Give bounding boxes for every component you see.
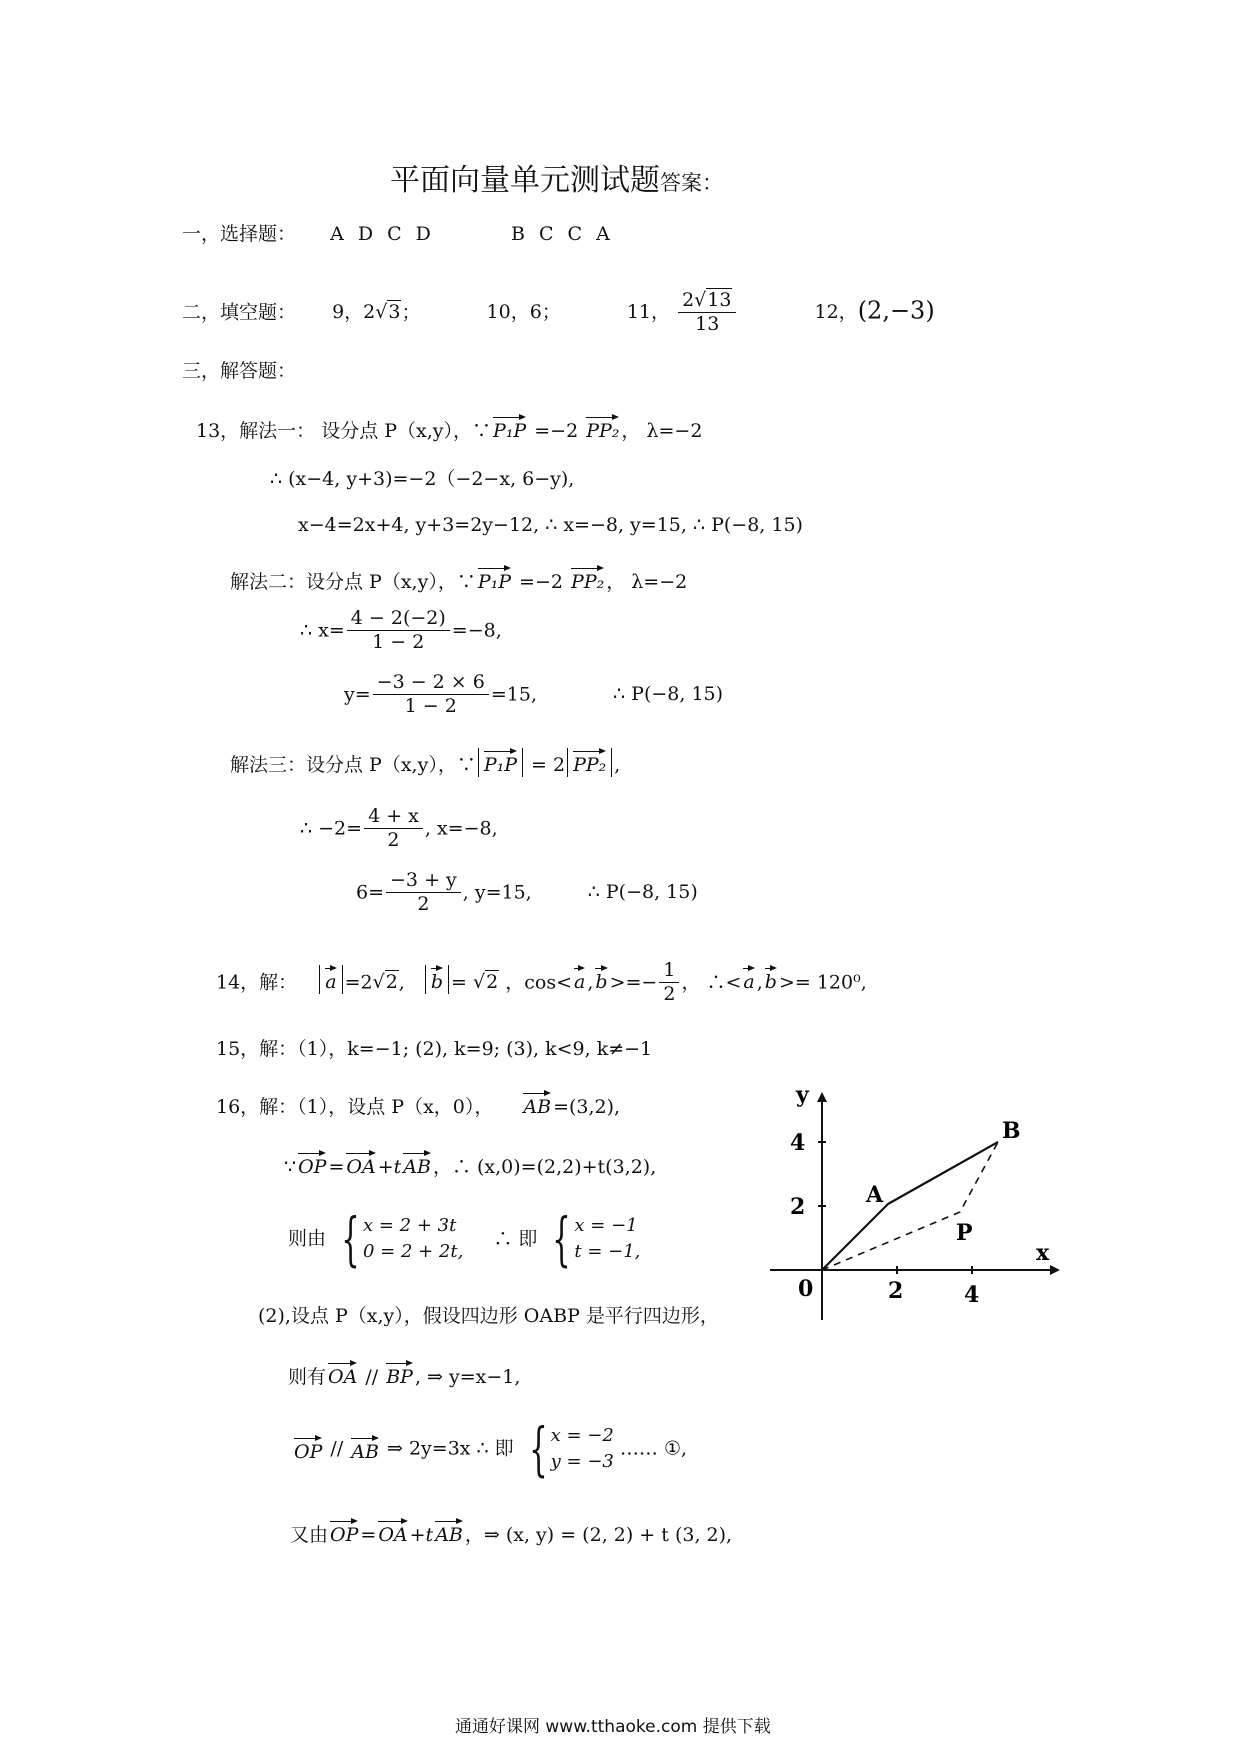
q13-m2-y: y= $\frac{-3 - 2 \times 6}{1 - 2}$ =15, ∴ P(−8, 15) — [344, 671, 724, 717]
label-y2: 2 — [790, 1194, 806, 1220]
fraction-q11: $\frac{2√13}{13}$ — [678, 290, 736, 337]
q16-line5: 则有 OA // BP , ⇒ y=x−1, — [288, 1360, 520, 1389]
point-p-label: P — [956, 1220, 973, 1246]
sqrt-expr: √3 — [375, 301, 401, 324]
q16-line4: (2),设点 P（x,y），假设四边形 OABP 是平行四边形， — [258, 1305, 719, 1327]
label-x4: 4 — [964, 1282, 980, 1308]
label-y4: 4 — [790, 1130, 806, 1156]
q15: 15，解：（1），k=−1; (2), k=9; (3), k<9, k≠−1 — [216, 1038, 653, 1060]
section-fill: 二，填空题： 9，2√3； 10，6； 11， $\frac{2√13}{13}$ 12，(2,−3) — [182, 289, 935, 335]
q16-line3: 则由 { x = 2 + 3t 0 = 2 + 2t, ∴ 即 { x = −1 t = −1, — [288, 1205, 641, 1273]
q13-method3: 解法三：设分点 P（x,y），∵ P₁P = 2 PP₂ , — [230, 748, 620, 777]
page-title: 平面向量单元测试题答案： — [390, 163, 723, 198]
q13-method2: 解法二：设分点 P（x,y），∵ P₁P =−2 PP₂ ， λ=−2 — [230, 565, 687, 594]
y-axis-arrow — [817, 1092, 827, 1102]
point-a-label: A — [866, 1182, 884, 1208]
q13-method1: 13，解法一： 设分点 P（x,y），∵ P₁P =−2 PP₂ ， λ=−2 — [196, 414, 702, 443]
q16-line2: ∵ OP = OA +t AB ，∴ (x,0)=(2,2)+t(3,2), — [284, 1150, 656, 1179]
q13-m1-line2: ∴ (x−4, y+3)=−2（−2−x, 6−y), — [270, 468, 575, 490]
x-axis-label: x — [1036, 1240, 1050, 1266]
point-b-label: B — [1002, 1118, 1021, 1144]
q16-line7: 又由 OP = OA +t AB ，⇒ (x, y) = (2, 2) + t (3, 2), — [290, 1518, 732, 1547]
q13-m3-x: ∴ −2= $\frac{4 + x}{2}$ , x=−8, — [300, 805, 498, 851]
footer: 通通好课网 www.tthaoke.com 提供下载 — [455, 1717, 771, 1737]
q14: 14，解： a =2√2, b = √2 ，cos< a , b >=− $\frac{1}{2}$ ， ∴< a , b >= 120⁰, — [216, 959, 867, 1005]
x-axis-arrow — [1050, 1265, 1060, 1275]
q16-line6: OP // AB ⇒ 2y=3x ∴ 即 { x = −2 y = −3 …… ①, — [294, 1415, 688, 1483]
label-x2: 2 — [888, 1278, 904, 1304]
y-axis-label: y — [796, 1090, 809, 1108]
path-oab — [822, 1142, 998, 1270]
q13-m1-line3: x−4=2x+4, y+3=2y−12, ∴ x=−8, y=15, ∴ P(−8, 15) — [298, 514, 803, 536]
section-choice: 一，选择题： A D C D B C C A — [182, 223, 614, 245]
coordinate-graph — [770, 1090, 1060, 1320]
path-opb — [822, 1142, 998, 1270]
q16-line1: 16，解：（1），设点 P（x，0）， AB =(3,2), — [216, 1090, 620, 1119]
label-origin: 0 — [798, 1276, 814, 1302]
q13-m3-y: 6= $\frac{-3 + y}{2}$ , y=15, ∴ P(−8, 15) — [356, 869, 698, 915]
q13-m2-x: ∴ x= $\frac{4 - 2(-2)}{1 - 2}$ =−8, — [300, 607, 502, 653]
section-solve: 三，解答题： — [182, 360, 297, 382]
